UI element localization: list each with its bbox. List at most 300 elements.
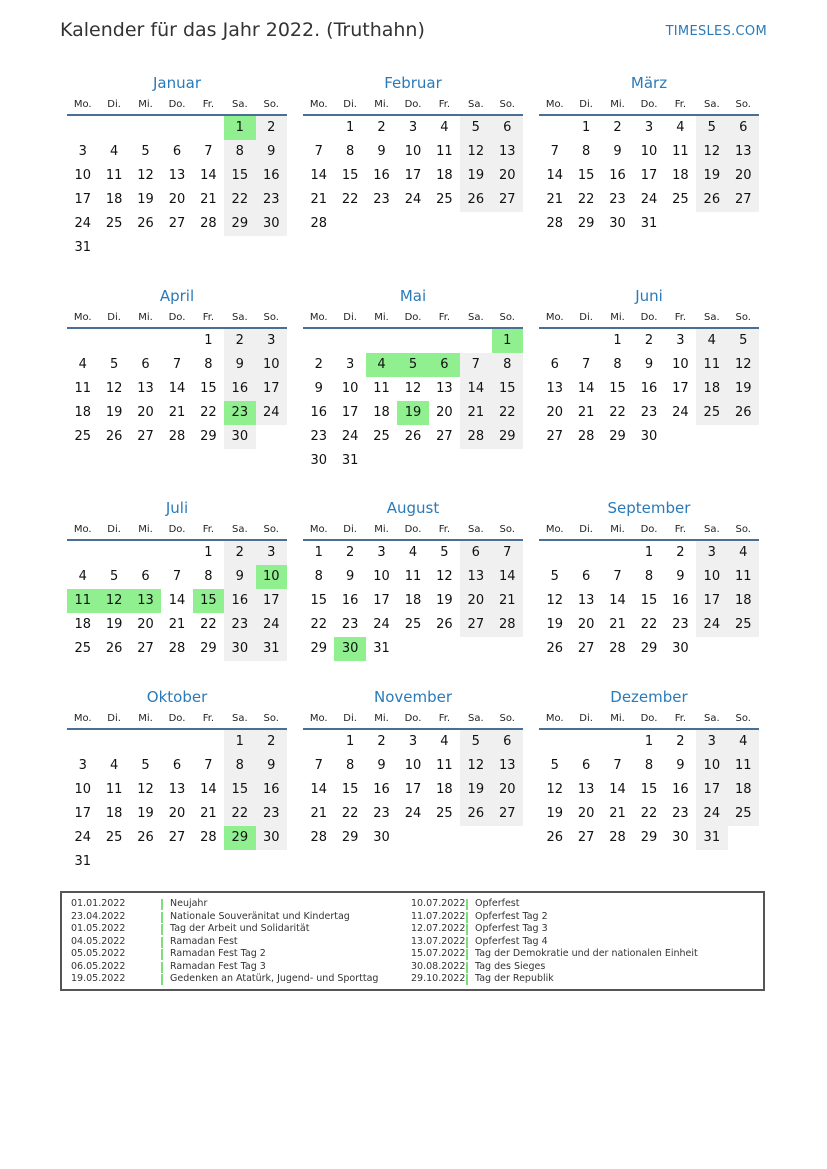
day-cell[interactable]: 28 — [310, 830, 327, 845]
day-cell[interactable]: 1 — [644, 545, 654, 560]
day-cell[interactable]: 20 — [728, 164, 759, 188]
day-cell[interactable]: 21 — [200, 806, 217, 821]
day-cell[interactable]: 17 — [696, 778, 727, 802]
day-cell[interactable]: 25 — [728, 613, 759, 637]
day-cell[interactable]: 12 — [436, 569, 453, 584]
day-cell[interactable]: 17 — [74, 192, 91, 207]
day-cell[interactable]: 29 — [640, 641, 658, 656]
day-cell[interactable]: 14 — [609, 782, 626, 797]
day-cell[interactable]: 6 — [550, 357, 559, 372]
day-cell[interactable]: 11 — [436, 758, 453, 773]
day-cell[interactable]: 10 — [373, 569, 390, 584]
day-cell[interactable]: 1 — [224, 116, 255, 140]
day-cell[interactable]: 2 — [256, 730, 287, 754]
day-cell[interactable]: 5 — [550, 758, 559, 773]
day-cell[interactable]: 26 — [436, 617, 453, 632]
day-cell[interactable]: 24 — [640, 192, 658, 207]
day-cell[interactable]: 27 — [137, 641, 154, 656]
day-cell[interactable]: 29 — [310, 641, 327, 656]
day-cell[interactable]: 22 — [341, 806, 359, 821]
day-cell[interactable]: 11 — [696, 353, 727, 377]
day-cell[interactable]: 12 — [137, 782, 154, 797]
day-cell[interactable]: 15 — [224, 778, 255, 802]
day-cell[interactable]: 3 — [78, 144, 87, 159]
day-cell[interactable]: 2 — [314, 357, 323, 372]
day-cell[interactable]: 2 — [224, 329, 255, 353]
day-cell[interactable]: 26 — [105, 641, 123, 656]
day-cell[interactable]: 16 — [224, 589, 255, 613]
day-cell[interactable]: 31 — [74, 240, 91, 255]
day-cell[interactable]: 4 — [728, 541, 759, 565]
day-cell[interactable]: 1 — [345, 734, 355, 749]
day-cell[interactable]: 29 — [492, 425, 523, 449]
day-cell[interactable]: 10 — [341, 381, 359, 396]
day-cell[interactable]: 28 — [609, 641, 626, 656]
day-cell[interactable]: 8 — [644, 758, 654, 773]
day-cell[interactable]: 23 — [256, 188, 287, 212]
site-link[interactable]: TIMESLES.COM — [665, 24, 767, 39]
day-cell[interactable]: 17 — [256, 589, 287, 613]
day-cell[interactable]: 26 — [105, 429, 123, 444]
day-cell[interactable]: 9 — [256, 754, 287, 778]
day-cell[interactable]: 13 — [492, 754, 523, 778]
day-cell[interactable]: 9 — [613, 144, 622, 159]
day-cell[interactable]: 16 — [609, 168, 626, 183]
day-cell[interactable]: 9 — [644, 357, 654, 372]
day-cell[interactable]: 3 — [696, 541, 727, 565]
day-cell[interactable]: 24 — [404, 192, 422, 207]
day-cell[interactable]: 9 — [377, 144, 386, 159]
day-cell[interactable]: 30 — [256, 212, 287, 236]
day-cell[interactable]: 1 — [644, 734, 654, 749]
day-cell[interactable]: 2 — [345, 545, 355, 560]
day-cell[interactable]: 24 — [341, 429, 359, 444]
day-cell[interactable]: 5 — [109, 357, 119, 372]
day-cell[interactable]: 29 — [200, 641, 217, 656]
day-cell[interactable]: 23 — [341, 617, 359, 632]
day-cell[interactable]: 27 — [137, 429, 154, 444]
day-cell[interactable]: 29 — [609, 429, 626, 444]
day-cell[interactable]: 30 — [640, 429, 658, 444]
day-cell[interactable]: 24 — [404, 806, 422, 821]
day-cell[interactable]: 23 — [256, 802, 287, 826]
day-cell[interactable]: 1 — [204, 333, 213, 348]
day-cell[interactable]: 4 — [78, 357, 87, 372]
day-cell[interactable]: 17 — [640, 168, 658, 183]
day-cell[interactable]: 28 — [200, 216, 217, 231]
day-cell[interactable]: 4 — [366, 353, 397, 377]
day-cell[interactable]: 19 — [460, 164, 491, 188]
day-cell[interactable]: 4 — [78, 569, 87, 584]
day-cell[interactable]: 22 — [492, 401, 523, 425]
day-cell[interactable]: 19 — [546, 617, 563, 632]
day-cell[interactable]: 1 — [345, 120, 355, 135]
day-cell[interactable]: 12 — [105, 381, 123, 396]
day-cell[interactable]: 8 — [345, 144, 355, 159]
day-cell[interactable]: 5 — [696, 116, 727, 140]
day-cell[interactable]: 28 — [168, 641, 186, 656]
day-cell[interactable]: 22 — [640, 806, 658, 821]
day-cell[interactable]: 5 — [550, 569, 559, 584]
day-cell[interactable]: 1 — [613, 333, 622, 348]
day-cell[interactable]: 23 — [224, 401, 255, 425]
day-cell[interactable]: 26 — [460, 188, 491, 212]
day-cell[interactable]: 23 — [373, 192, 390, 207]
day-cell[interactable]: 23 — [609, 192, 626, 207]
day-cell[interactable]: 21 — [310, 192, 327, 207]
day-cell[interactable]: 21 — [310, 806, 327, 821]
day-cell[interactable]: 26 — [404, 429, 422, 444]
day-cell[interactable]: 21 — [460, 401, 491, 425]
day-cell[interactable]: 27 — [168, 216, 186, 231]
day-cell[interactable]: 23 — [672, 617, 689, 632]
day-cell[interactable]: 2 — [676, 545, 685, 560]
day-cell[interactable]: 20 — [577, 806, 595, 821]
day-cell[interactable]: 27 — [577, 830, 595, 845]
day-cell[interactable]: 28 — [310, 216, 327, 231]
day-cell[interactable]: 1 — [224, 730, 255, 754]
day-cell[interactable]: 30 — [609, 216, 626, 231]
day-cell[interactable]: 30 — [256, 826, 287, 850]
day-cell[interactable]: 9 — [377, 758, 386, 773]
day-cell[interactable]: 27 — [728, 188, 759, 212]
day-cell[interactable]: 19 — [137, 192, 154, 207]
day-cell[interactable]: 14 — [492, 565, 523, 589]
day-cell[interactable]: 6 — [429, 353, 460, 377]
day-cell[interactable]: 30 — [224, 425, 255, 449]
day-cell[interactable]: 4 — [408, 545, 418, 560]
day-cell[interactable]: 8 — [314, 569, 323, 584]
day-cell[interactable]: 24 — [696, 802, 727, 826]
day-cell[interactable]: 21 — [546, 192, 563, 207]
day-cell[interactable]: 20 — [492, 164, 523, 188]
day-cell[interactable]: 15 — [341, 168, 359, 183]
day-cell[interactable]: 6 — [728, 116, 759, 140]
day-cell[interactable]: 4 — [440, 120, 449, 135]
day-cell[interactable]: 5 — [141, 144, 150, 159]
day-cell[interactable]: 8 — [224, 140, 255, 164]
day-cell[interactable]: 21 — [492, 589, 523, 613]
day-cell[interactable]: 6 — [141, 569, 150, 584]
day-cell[interactable]: 15 — [200, 381, 217, 396]
day-cell[interactable]: 13 — [728, 140, 759, 164]
day-cell[interactable]: 18 — [436, 782, 453, 797]
day-cell[interactable]: 9 — [224, 565, 255, 589]
day-cell[interactable]: 20 — [168, 806, 186, 821]
day-cell[interactable]: 27 — [546, 429, 563, 444]
day-cell[interactable]: 6 — [492, 730, 523, 754]
day-cell[interactable]: 13 — [137, 381, 154, 396]
day-cell[interactable]: 2 — [224, 541, 255, 565]
day-cell[interactable]: 16 — [373, 782, 390, 797]
day-cell[interactable]: 10 — [404, 144, 422, 159]
day-cell[interactable]: 9 — [256, 140, 287, 164]
day-cell[interactable]: 18 — [105, 806, 123, 821]
day-cell[interactable]: 8 — [613, 357, 622, 372]
day-cell[interactable]: 11 — [672, 144, 689, 159]
day-cell[interactable]: 11 — [436, 144, 453, 159]
day-cell[interactable]: 25 — [436, 192, 453, 207]
day-cell[interactable]: 4 — [728, 730, 759, 754]
day-cell[interactable]: 8 — [492, 353, 523, 377]
day-cell[interactable]: 25 — [728, 802, 759, 826]
day-cell[interactable]: 30 — [224, 637, 255, 661]
day-cell[interactable]: 5 — [141, 758, 150, 773]
day-cell[interactable]: 20 — [546, 405, 563, 420]
day-cell[interactable]: 13 — [577, 782, 595, 797]
day-cell[interactable]: 14 — [546, 168, 563, 183]
day-cell[interactable]: 19 — [436, 593, 453, 608]
day-cell[interactable]: 4 — [440, 734, 449, 749]
day-cell[interactable]: 8 — [224, 754, 255, 778]
day-cell[interactable]: 3 — [78, 758, 87, 773]
day-cell[interactable]: 13 — [546, 381, 563, 396]
day-cell[interactable]: 25 — [74, 641, 91, 656]
day-cell[interactable]: 10 — [696, 754, 727, 778]
day-cell[interactable]: 4 — [109, 144, 119, 159]
day-cell[interactable]: 22 — [200, 617, 217, 632]
day-cell[interactable]: 28 — [168, 429, 186, 444]
day-cell[interactable]: 5 — [728, 329, 759, 353]
day-cell[interactable]: 16 — [256, 778, 287, 802]
day-cell[interactable]: 30 — [672, 830, 689, 845]
day-cell[interactable]: 19 — [105, 617, 123, 632]
day-cell[interactable]: 2 — [613, 120, 622, 135]
day-cell[interactable]: 8 — [204, 357, 213, 372]
day-cell[interactable]: 26 — [546, 830, 563, 845]
day-cell[interactable]: 24 — [74, 216, 91, 231]
day-cell[interactable]: 7 — [204, 144, 213, 159]
day-cell[interactable]: 3 — [644, 120, 654, 135]
day-cell[interactable]: 28 — [609, 830, 626, 845]
day-cell[interactable]: 30 — [334, 637, 365, 661]
day-cell[interactable]: 15 — [310, 593, 327, 608]
day-cell[interactable]: 9 — [314, 381, 323, 396]
day-cell[interactable]: 12 — [546, 782, 563, 797]
day-cell[interactable]: 9 — [345, 569, 355, 584]
day-cell[interactable]: 20 — [577, 617, 595, 632]
day-cell[interactable]: 24 — [672, 405, 689, 420]
day-cell[interactable]: 5 — [397, 353, 428, 377]
day-cell[interactable]: 2 — [377, 734, 386, 749]
day-cell[interactable]: 26 — [546, 641, 563, 656]
day-cell[interactable]: 21 — [168, 617, 186, 632]
day-cell[interactable]: 20 — [168, 192, 186, 207]
day-cell[interactable]: 1 — [492, 329, 523, 353]
day-cell[interactable]: 30 — [310, 453, 327, 468]
day-cell[interactable]: 31 — [341, 453, 359, 468]
day-cell[interactable]: 2 — [256, 116, 287, 140]
day-cell[interactable]: 13 — [577, 593, 595, 608]
day-cell[interactable]: 13 — [436, 381, 453, 396]
day-cell[interactable]: 20 — [492, 778, 523, 802]
day-cell[interactable]: 26 — [696, 188, 727, 212]
day-cell[interactable]: 12 — [460, 140, 491, 164]
day-cell[interactable]: 6 — [581, 758, 591, 773]
day-cell[interactable]: 14 — [200, 168, 217, 183]
day-cell[interactable]: 6 — [581, 569, 591, 584]
day-cell[interactable]: 1 — [204, 545, 213, 560]
day-cell[interactable]: 8 — [345, 758, 355, 773]
day-cell[interactable]: 15 — [341, 782, 359, 797]
day-cell[interactable]: 18 — [672, 168, 689, 183]
day-cell[interactable]: 22 — [200, 405, 217, 420]
day-cell[interactable]: 18 — [373, 405, 390, 420]
day-cell[interactable]: 23 — [373, 806, 390, 821]
day-cell[interactable]: 27 — [492, 802, 523, 826]
day-cell[interactable]: 16 — [310, 405, 327, 420]
day-cell[interactable]: 7 — [550, 144, 559, 159]
day-cell[interactable]: 7 — [314, 144, 323, 159]
day-cell[interactable]: 26 — [137, 216, 154, 231]
day-cell[interactable]: 29 — [224, 826, 255, 850]
day-cell[interactable]: 13 — [460, 565, 491, 589]
day-cell[interactable]: 28 — [546, 216, 563, 231]
day-cell[interactable]: 23 — [224, 613, 255, 637]
day-cell[interactable]: 7 — [613, 569, 622, 584]
day-cell[interactable]: 10 — [256, 353, 287, 377]
day-cell[interactable]: 31 — [256, 637, 287, 661]
day-cell[interactable]: 13 — [168, 782, 186, 797]
day-cell[interactable]: 13 — [130, 589, 161, 613]
day-cell[interactable]: 16 — [373, 168, 390, 183]
day-cell[interactable]: 29 — [577, 216, 595, 231]
day-cell[interactable]: 19 — [397, 401, 428, 425]
day-cell[interactable]: 12 — [98, 589, 129, 613]
day-cell[interactable]: 14 — [577, 381, 595, 396]
day-cell[interactable]: 13 — [492, 140, 523, 164]
day-cell[interactable]: 1 — [314, 545, 323, 560]
day-cell[interactable]: 25 — [436, 806, 453, 821]
day-cell[interactable]: 15 — [577, 168, 595, 183]
day-cell[interactable]: 8 — [644, 569, 654, 584]
day-cell[interactable]: 11 — [105, 168, 123, 183]
day-cell[interactable]: 27 — [577, 641, 595, 656]
day-cell[interactable]: 29 — [341, 830, 359, 845]
day-cell[interactable]: 9 — [224, 353, 255, 377]
day-cell[interactable]: 15 — [640, 593, 658, 608]
day-cell[interactable]: 22 — [224, 802, 255, 826]
day-cell[interactable]: 14 — [310, 168, 327, 183]
day-cell[interactable]: 27 — [460, 613, 491, 637]
day-cell[interactable]: 26 — [460, 802, 491, 826]
day-cell[interactable]: 11 — [67, 589, 98, 613]
day-cell[interactable]: 11 — [728, 565, 759, 589]
day-cell[interactable]: 7 — [581, 357, 591, 372]
day-cell[interactable]: 25 — [105, 216, 123, 231]
day-cell[interactable]: 27 — [436, 429, 453, 444]
day-cell[interactable]: 17 — [74, 806, 91, 821]
day-cell[interactable]: 10 — [696, 565, 727, 589]
day-cell[interactable]: 10 — [640, 144, 658, 159]
day-cell[interactable]: 20 — [460, 589, 491, 613]
day-cell[interactable]: 21 — [168, 405, 186, 420]
day-cell[interactable]: 3 — [345, 357, 355, 372]
day-cell[interactable]: 4 — [676, 120, 685, 135]
day-cell[interactable]: 18 — [404, 593, 422, 608]
day-cell[interactable]: 24 — [373, 617, 390, 632]
day-cell[interactable]: 15 — [224, 164, 255, 188]
day-cell[interactable]: 26 — [137, 830, 154, 845]
day-cell[interactable]: 3 — [408, 734, 418, 749]
day-cell[interactable]: 27 — [492, 188, 523, 212]
day-cell[interactable]: 6 — [141, 357, 150, 372]
day-cell[interactable]: 15 — [193, 589, 224, 613]
day-cell[interactable]: 14 — [168, 593, 186, 608]
day-cell[interactable]: 21 — [609, 617, 626, 632]
day-cell[interactable]: 14 — [168, 381, 186, 396]
day-cell[interactable]: 2 — [644, 333, 654, 348]
day-cell[interactable]: 28 — [460, 425, 491, 449]
day-cell[interactable]: 23 — [672, 806, 689, 821]
day-cell[interactable]: 25 — [696, 401, 727, 425]
day-cell[interactable]: 23 — [310, 429, 327, 444]
day-cell[interactable]: 31 — [696, 826, 727, 850]
day-cell[interactable]: 19 — [728, 377, 759, 401]
day-cell[interactable]: 20 — [436, 405, 453, 420]
day-cell[interactable]: 17 — [404, 168, 422, 183]
day-cell[interactable]: 9 — [676, 569, 685, 584]
day-cell[interactable]: 11 — [74, 381, 91, 396]
day-cell[interactable]: 15 — [609, 381, 626, 396]
day-cell[interactable]: 20 — [137, 617, 154, 632]
day-cell[interactable]: 22 — [341, 192, 359, 207]
day-cell[interactable]: 11 — [728, 754, 759, 778]
day-cell[interactable]: 26 — [728, 401, 759, 425]
day-cell[interactable]: 31 — [373, 641, 390, 656]
day-cell[interactable]: 11 — [105, 782, 123, 797]
day-cell[interactable]: 2 — [377, 120, 386, 135]
day-cell[interactable]: 3 — [408, 120, 418, 135]
day-cell[interactable]: 11 — [373, 381, 390, 396]
day-cell[interactable]: 19 — [105, 405, 123, 420]
day-cell[interactable]: 5 — [460, 116, 491, 140]
day-cell[interactable]: 27 — [168, 830, 186, 845]
day-cell[interactable]: 20 — [137, 405, 154, 420]
day-cell[interactable]: 31 — [74, 854, 91, 869]
day-cell[interactable]: 6 — [460, 541, 491, 565]
day-cell[interactable]: 8 — [204, 569, 213, 584]
day-cell[interactable]: 16 — [224, 377, 255, 401]
day-cell[interactable]: 28 — [577, 429, 595, 444]
day-cell[interactable]: 6 — [172, 144, 182, 159]
day-cell[interactable]: 5 — [440, 545, 449, 560]
day-cell[interactable]: 29 — [224, 212, 255, 236]
day-cell[interactable]: 5 — [109, 569, 119, 584]
day-cell[interactable]: 17 — [696, 589, 727, 613]
day-cell[interactable]: 14 — [609, 593, 626, 608]
day-cell[interactable]: 10 — [256, 565, 287, 589]
day-cell[interactable]: 8 — [581, 144, 591, 159]
day-cell[interactable]: 12 — [546, 593, 563, 608]
day-cell[interactable]: 16 — [341, 593, 359, 608]
day-cell[interactable]: 3 — [676, 333, 685, 348]
day-cell[interactable]: 18 — [436, 168, 453, 183]
day-cell[interactable]: 16 — [256, 164, 287, 188]
day-cell[interactable]: 21 — [609, 806, 626, 821]
day-cell[interactable]: 29 — [640, 830, 658, 845]
day-cell[interactable]: 13 — [168, 168, 186, 183]
day-cell[interactable]: 7 — [172, 569, 182, 584]
day-cell[interactable]: 19 — [546, 806, 563, 821]
day-cell[interactable]: 18 — [74, 617, 91, 632]
day-cell[interactable]: 17 — [672, 381, 689, 396]
day-cell[interactable]: 24 — [256, 401, 287, 425]
day-cell[interactable]: 22 — [310, 617, 327, 632]
day-cell[interactable]: 14 — [200, 782, 217, 797]
day-cell[interactable]: 7 — [460, 353, 491, 377]
day-cell[interactable]: 12 — [696, 140, 727, 164]
